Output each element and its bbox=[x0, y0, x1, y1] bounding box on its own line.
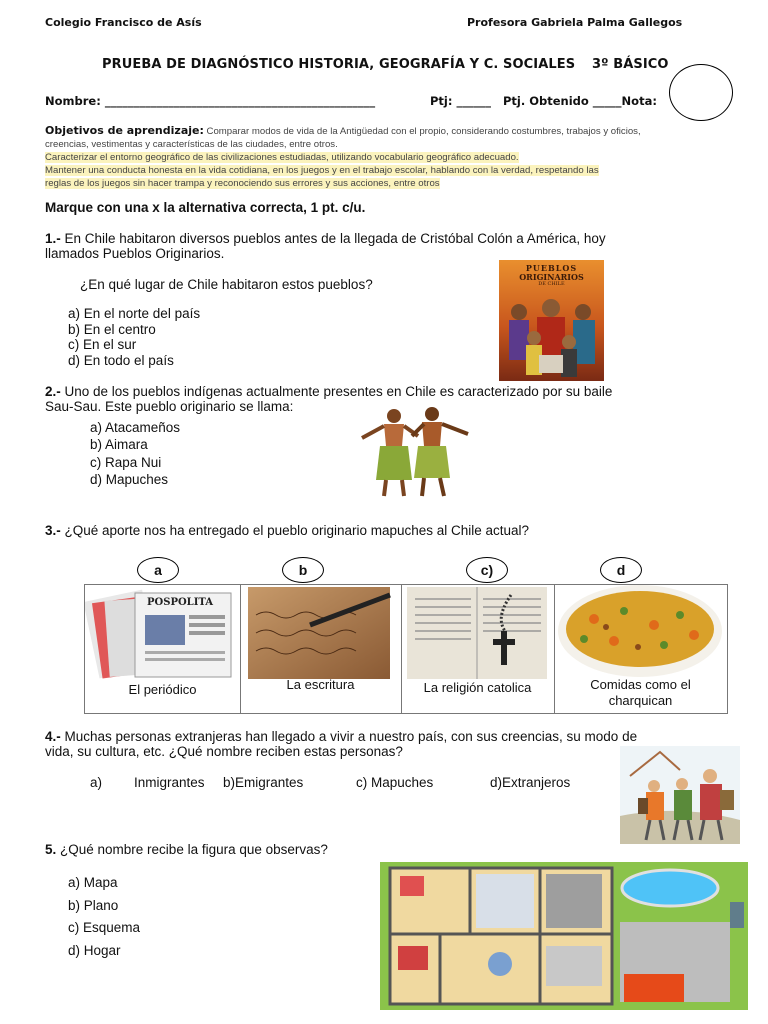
question-text: Muchas personas extranjeras han llegado a vivir a nuestro país, con sus creencias, su modo de bbox=[60, 729, 638, 744]
school-name: Colegio Francisco de Asís bbox=[45, 16, 202, 29]
option-a-text[interactable]: Inmigrantes bbox=[134, 775, 205, 790]
option-c-oval[interactable]: c) bbox=[466, 557, 508, 583]
option-b[interactable]: b) En el centro bbox=[68, 321, 156, 337]
question-number: 1.- bbox=[45, 231, 61, 246]
question-1 bbox=[45, 231, 735, 261]
option-d[interactable]: d) En todo el país bbox=[68, 352, 174, 368]
option-a-label[interactable]: a) bbox=[90, 775, 103, 790]
option-b-oval[interactable]: b bbox=[282, 557, 324, 583]
question-number: 5. bbox=[45, 842, 57, 857]
objective-line: Mantener una conducta honesta en la vida cotidiana, en los juegos y en el trabajo escolar, hablando con la verdad, respetando las bbox=[45, 165, 599, 176]
option-b[interactable]: b) Aimara bbox=[90, 437, 148, 453]
option-c[interactable]: c) Esquema bbox=[68, 920, 141, 936]
teacher-name: Profesora Gabriela Palma Gallegos bbox=[467, 16, 683, 29]
question-3 bbox=[45, 523, 529, 538]
charquican-image bbox=[554, 585, 727, 680]
question-5 bbox=[45, 842, 328, 857]
bible-rosary-image bbox=[401, 585, 554, 680]
name-field[interactable]: Nombre: _______________________________________________ bbox=[45, 94, 376, 108]
house-plan-image bbox=[380, 862, 748, 1010]
caption-comida: Comidas como el charquican bbox=[590, 677, 691, 708]
book-title: PUEBLOS bbox=[525, 263, 578, 273]
book-title: ORIGINARIOS bbox=[519, 272, 584, 282]
question-text: llamados Pueblos Originarios. bbox=[45, 246, 225, 261]
option-c[interactable]: c) En el sur bbox=[68, 337, 137, 352]
question-2-options bbox=[90, 419, 180, 488]
grade-circle bbox=[669, 64, 733, 121]
question-text: Uno de los pueblos indígenas actualmente presentes en Chile es caracterizado por su baile bbox=[60, 384, 613, 399]
test-title: PRUEBA DE DIAGNÓSTICO HISTORIA, GEOGRAFÍA Y C. SOCIALES bbox=[102, 57, 576, 72]
question-number: 3.- bbox=[45, 523, 61, 538]
option-b[interactable]: b)Emigrantes bbox=[223, 775, 304, 790]
option-a-oval[interactable]: a bbox=[137, 557, 179, 583]
question-number: 2.- bbox=[45, 384, 61, 399]
objective-line: Comparar modos de vida de la Antigüedad con el propio, considerando costumbres, trabajos y oficios, bbox=[206, 126, 641, 137]
question-text: Sau-Sau. Este pueblo originario se llama: bbox=[45, 399, 294, 414]
handwriting-image bbox=[240, 585, 401, 680]
instructions: Marque con una x la alternativa correcta, 1 pt. c/u. bbox=[45, 200, 366, 215]
grade-label: 3º BÁSICO bbox=[592, 57, 669, 72]
question-text: vida, su cultura, etc. ¿Qué nombre reciben estas personas? bbox=[45, 744, 403, 759]
objective-line: reglas de los juegos sin hacer trampa y reconociendo sus errores y sus acciones, entre otros bbox=[45, 178, 440, 189]
question-3-table bbox=[84, 584, 728, 714]
objective-line: creencias, vestimentas y características de las ciudades, entre otros. bbox=[45, 139, 338, 150]
question-number: 4.- bbox=[45, 729, 61, 744]
sau-sau-dancers-image bbox=[356, 402, 474, 498]
question-1-sub: ¿En qué lugar de Chile habitaron estos pueblos? bbox=[80, 277, 373, 292]
caption-periodico: El periódico bbox=[128, 682, 197, 697]
newspaper-masthead: POSPOLITA bbox=[147, 597, 214, 608]
option-c[interactable]: c) Mapuches bbox=[356, 775, 434, 790]
people-illustration bbox=[499, 260, 604, 381]
option-d[interactable]: d) Mapuches bbox=[90, 471, 169, 487]
question-5-options bbox=[68, 872, 140, 962]
option-c[interactable]: c) Rapa Nui bbox=[90, 454, 162, 470]
immigrants-image bbox=[620, 746, 740, 844]
cell-escritura[interactable] bbox=[240, 585, 402, 713]
option-b[interactable]: b) Plano bbox=[68, 897, 119, 913]
question-1-options bbox=[68, 306, 200, 368]
option-d[interactable]: d)Extranjeros bbox=[490, 775, 571, 790]
question-text: En Chile habitaron diversos pueblos antes de la llegada de Cristóbal Colón a América, hoy bbox=[60, 231, 606, 246]
question-text: ¿Qué nombre recibe la figura que observas? bbox=[56, 842, 328, 857]
caption-escritura: La escritura bbox=[286, 677, 355, 692]
objective-line: Caracterizar el entorno geográfico de las civilizaciones estudiadas, utilizando vocabulario geográfico adecuado. bbox=[45, 152, 519, 163]
caption-religion: La religión catolica bbox=[423, 680, 532, 695]
score-field[interactable]: Ptj: ______ bbox=[430, 94, 491, 108]
option-d[interactable]: d) Hogar bbox=[68, 942, 121, 958]
question-text: ¿Qué aporte nos ha entregado el pueblo originario mapuches al Chile actual? bbox=[60, 523, 530, 538]
option-d-oval[interactable]: d bbox=[600, 557, 642, 583]
option-a[interactable]: a) Mapa bbox=[68, 875, 118, 890]
book-subtitle: DE CHILE bbox=[538, 281, 565, 287]
obtained-score-field[interactable]: Ptj. Obtenido _____Nota: bbox=[503, 94, 657, 108]
pueblos-originarios-book-image bbox=[499, 260, 604, 381]
objectives-label: Objetivos de aprendizaje: bbox=[45, 124, 204, 137]
option-a[interactable]: a) En el norte del país bbox=[68, 306, 201, 321]
objectives-block bbox=[45, 124, 735, 190]
option-a[interactable]: a) Atacameños bbox=[90, 420, 181, 435]
